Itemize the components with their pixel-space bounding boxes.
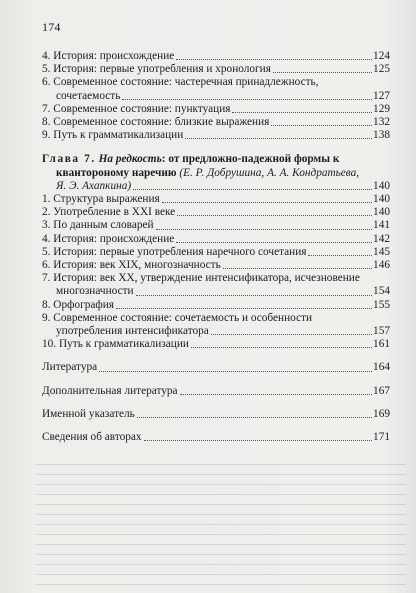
dot-leader [122, 98, 372, 100]
toc-entry-page: 140 [373, 206, 390, 219]
toc-entry-page: 169 [373, 407, 390, 420]
toc-entry-additional-literature [42, 385, 390, 398]
dot-leader [177, 214, 372, 216]
toc-entry-page: 157 [373, 325, 390, 338]
toc-entry-page: 132 [373, 116, 390, 129]
page-number: 174 [42, 20, 61, 34]
chapter-title: : от предложно-падежной формы к [161, 153, 340, 166]
dot-leader [144, 439, 372, 441]
toc-entry-page: 140 [373, 179, 390, 192]
toc-entry-title: 7. Современное состояние: пунктуация [42, 102, 231, 115]
toc-entry-page: 161 [373, 338, 390, 351]
toc-entry [42, 116, 390, 129]
dot-leader [223, 267, 372, 269]
toc-entry-page: 167 [373, 384, 390, 397]
toc-entry-title: 9. Путь к грамматикализации [42, 129, 184, 142]
dot-leader [232, 111, 372, 113]
toc-entry [42, 219, 390, 232]
dot-leader [137, 416, 372, 418]
dot-leader [116, 307, 372, 309]
toc-entry-title: 5. История: первые употребления и хронология [42, 63, 271, 76]
toc-entry-page: 124 [373, 50, 390, 62]
toc-entry-page: 140 [373, 193, 390, 206]
toc-entry-title: 6. История: век XIX, многозначность [42, 259, 221, 272]
dot-leader [176, 241, 372, 243]
toc-entry [42, 206, 390, 219]
show-through-text [36, 455, 406, 590]
toc-entry-page: 164 [373, 361, 390, 374]
dot-leader [308, 254, 372, 256]
toc-entry-multiline [42, 272, 390, 298]
dot-leader [136, 294, 372, 296]
toc-entry [42, 299, 390, 312]
toc-entry [42, 103, 390, 116]
chapter-title-italic: На редкость [98, 153, 162, 166]
dot-leader [176, 58, 372, 60]
toc-entry-title: 4. История: происхождение [42, 232, 175, 245]
chapter-label: Глава 7. [42, 153, 96, 166]
dot-leader [273, 71, 372, 73]
dot-leader [99, 370, 372, 372]
toc-entry-page: 142 [373, 232, 390, 245]
chapter-heading [42, 153, 390, 193]
toc-entry-title: 10. Путь к грамматикализации [42, 338, 189, 351]
table-of-contents [42, 50, 390, 444]
toc-entry-title: 2. Употребление в XXI веке [42, 206, 176, 219]
toc-entry [42, 129, 390, 142]
chapter-authors: (Е. Р. Добрушина, А. А. Кондратьева, [179, 166, 360, 179]
dot-leader [162, 201, 372, 203]
toc-entry-title: 6. Современное состояние: частеречная принадлежность, [42, 76, 319, 89]
toc-entry-page: 145 [373, 245, 390, 258]
toc-entry-page: 154 [373, 285, 390, 298]
toc-entry-name-index [42, 408, 390, 421]
toc-entry [42, 246, 390, 259]
toc-entry-title-cont: употребления интенсификатора [56, 325, 209, 338]
toc-entry-title-cont: многозначности [56, 285, 134, 298]
toc-entry-page: 125 [373, 63, 390, 76]
toc-entry-title: Сведения об авторах [42, 431, 142, 444]
toc-entry [42, 338, 390, 351]
toc-entry-title: 8. Современное состояние: близкие выражения [42, 116, 270, 129]
dot-leader [133, 188, 372, 190]
toc-entry [42, 50, 390, 63]
toc-entry-title: Дополнительная литература [42, 384, 178, 397]
toc-entry-title: 4. История: происхождение [42, 50, 175, 62]
toc-entry-title: 8. Орфография [42, 298, 114, 311]
toc-entry-authors-info [42, 431, 390, 444]
toc-entry [42, 193, 390, 206]
toc-entry-title: Именной указатель [42, 407, 135, 420]
dot-leader [191, 346, 372, 348]
toc-entry-title-cont: сочетаемость [56, 89, 121, 102]
toc-entry-page: 129 [373, 102, 390, 115]
toc-entry [42, 233, 390, 246]
dot-leader [271, 124, 372, 126]
dot-leader [211, 333, 372, 335]
toc-entry-title: 3. По данным словарей [42, 219, 154, 232]
toc-entry [42, 63, 390, 76]
toc-entry-page: 171 [373, 431, 390, 444]
dot-leader [185, 137, 372, 139]
toc-entry-multiline [42, 76, 390, 102]
dot-leader [156, 228, 372, 230]
dot-leader [180, 393, 372, 395]
toc-entry [42, 259, 390, 272]
toc-entry-page: 146 [373, 259, 390, 272]
toc-entry-page: 155 [373, 298, 390, 311]
toc-entry-title: 7. История: век XX, утверждение интенсификатора, исчезновение [42, 272, 360, 285]
toc-entry-title: Литература [42, 361, 98, 374]
toc-entry-title: 1. Структура выражения [42, 193, 160, 206]
toc-entry-title: 9. Современное состояние: сочетаемость и особенности [42, 311, 313, 324]
toc-entry-multiline [42, 312, 390, 338]
chapter-authors-cont: Я. Э. Ахапкина) [56, 179, 132, 192]
toc-entry-page: 141 [373, 219, 390, 232]
toc-entry-page: 138 [373, 129, 390, 142]
toc-entry-literature [42, 361, 390, 374]
chapter-title-cont: квантороному наречию [56, 166, 177, 179]
toc-entry-page: 127 [373, 89, 390, 102]
toc-entry-title: 5. История: первые употребления наречного сочетания [42, 245, 307, 258]
